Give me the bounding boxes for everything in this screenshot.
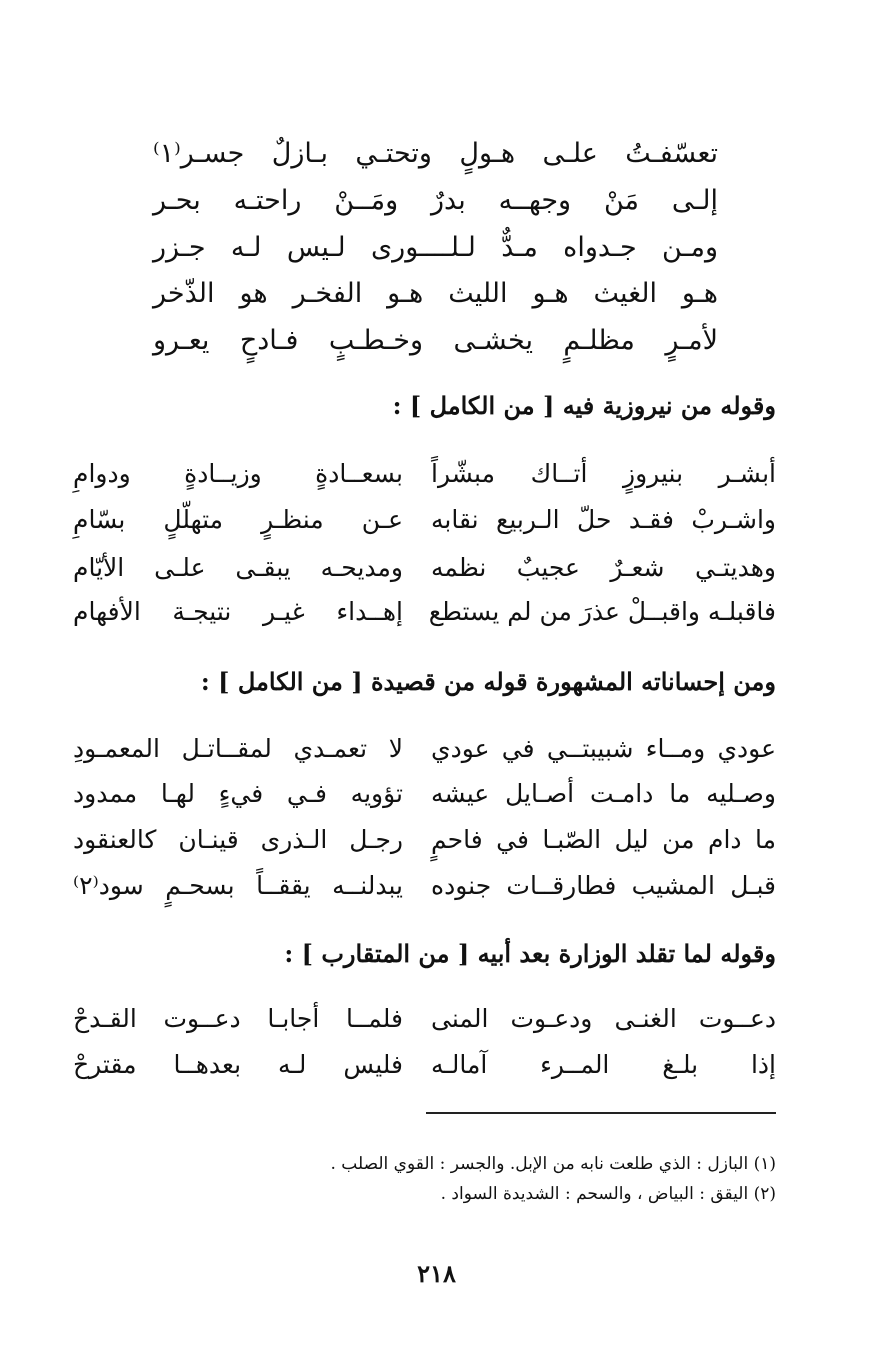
verse-row	[73, 772, 776, 816]
verse-row	[73, 546, 776, 590]
verse-row	[73, 727, 776, 771]
verse-first-hemistich: واشـربْ فقـد حلّ الـربيع نقابه	[431, 505, 776, 534]
verse-line: لأمـرٍ مظلـمٍ يخشـى وخـطـبٍ فـادحٍ يعـرو	[153, 325, 718, 356]
verse-second-hemistich: يبدلنــه يققــاً بسحـمٍ سود⁽٢⁾	[73, 871, 403, 900]
verse-row	[73, 1043, 776, 1087]
verse-second-hemistich: تؤويه فـي فيءٍ لهـا ممدود	[73, 779, 403, 808]
verse-line: هـو الغيث هـو الليث هـو الفخـر هو الذّخر	[153, 278, 718, 309]
verse-first-hemistich: إذا بلـغ المــرء آمالـه	[431, 1050, 776, 1079]
page-number: ٢١٨	[417, 1259, 456, 1288]
verse-second-hemistich: لا تعمـدي لمقــاتـل المعمـودِ	[73, 734, 403, 763]
footnote-divider	[426, 1112, 776, 1114]
verse-second-hemistich: رجـل الـذرى قينـان كالعنقود	[73, 825, 403, 854]
verse-row	[73, 818, 776, 862]
verse-first-hemistich: أبشـر بنيروزٍ أتــاك مبشّراً	[431, 459, 776, 488]
verse-first-hemistich: قبـل المشيب فطارقــات جنوده	[431, 871, 776, 900]
verse-first-hemistich: فاقبلـه واقبــلْ عذرَ من لم يستطع	[428, 597, 776, 626]
verse-first-hemistich: وصـليه ما دامـت أصـايل عيشه	[431, 779, 776, 808]
verse-row	[73, 452, 776, 496]
verse-first-hemistich: دعــوت الغنـى ودعـوت المنى	[431, 1004, 776, 1033]
section-heading: وقوله لما تقلد الوزارة بعد أبيه [ من المتقارب ] :	[284, 939, 776, 968]
verse-row	[73, 590, 776, 634]
verse-row	[73, 864, 776, 908]
verse-row	[73, 997, 776, 1041]
section-heading: وقوله من نيروزية فيه [ من الكامل ] :	[392, 391, 776, 420]
verse-second-hemistich: فليس لـه بعدهــا مقترحْ	[73, 1050, 403, 1079]
verse-first-hemistich: ما دام من ليل الصّبـا في فاحمٍ	[431, 825, 776, 854]
verse-row	[73, 498, 776, 542]
section-heading: ومن إحساناته المشهورة قوله من قصيدة [ من الكامل ] :	[200, 667, 776, 696]
verse-line: تعسّفـتُ علـى هـولٍ وتحتـي بـازلٌ جسـر⁽١⁾	[153, 138, 718, 169]
verse-second-hemistich: فلمــا أجابـا دعــوت القـدحْ	[73, 1004, 403, 1033]
verse-second-hemistich: إهــداء غيـر نتيجـة الأفهام	[73, 597, 403, 626]
footnote: (٢) اليقق : البياض ، والسحم : الشديدة السواد .	[440, 1184, 776, 1204]
verse-second-hemistich: بسعــادةٍ وزيــادةٍ ودوامِ	[73, 459, 403, 488]
footnote: (١) البازل : الذي طلعت نابه من الإبل. والجسر : القوي الصلب .	[330, 1154, 776, 1174]
verse-first-hemistich: عودي ومــاء شبيبتــي في عودي	[431, 734, 776, 763]
verse-first-hemistich: وهديتـي شعـرٌ عجيبٌ نظمه	[431, 553, 776, 582]
verse-second-hemistich: عـن منظـرٍ متهلّلٍ بسّامِ	[73, 505, 403, 534]
verse-second-hemistich: ومديحـه يبقـى علـى الأيّام	[73, 553, 403, 582]
verse-line: إلـى مَنْ وجهــه بدرٌ ومَــنْ راحتـه بحـر	[153, 185, 718, 216]
verse-line: ومـن جـدواه مـدٌّ لـلــــورى لـيس لـه جـزر	[153, 232, 718, 263]
